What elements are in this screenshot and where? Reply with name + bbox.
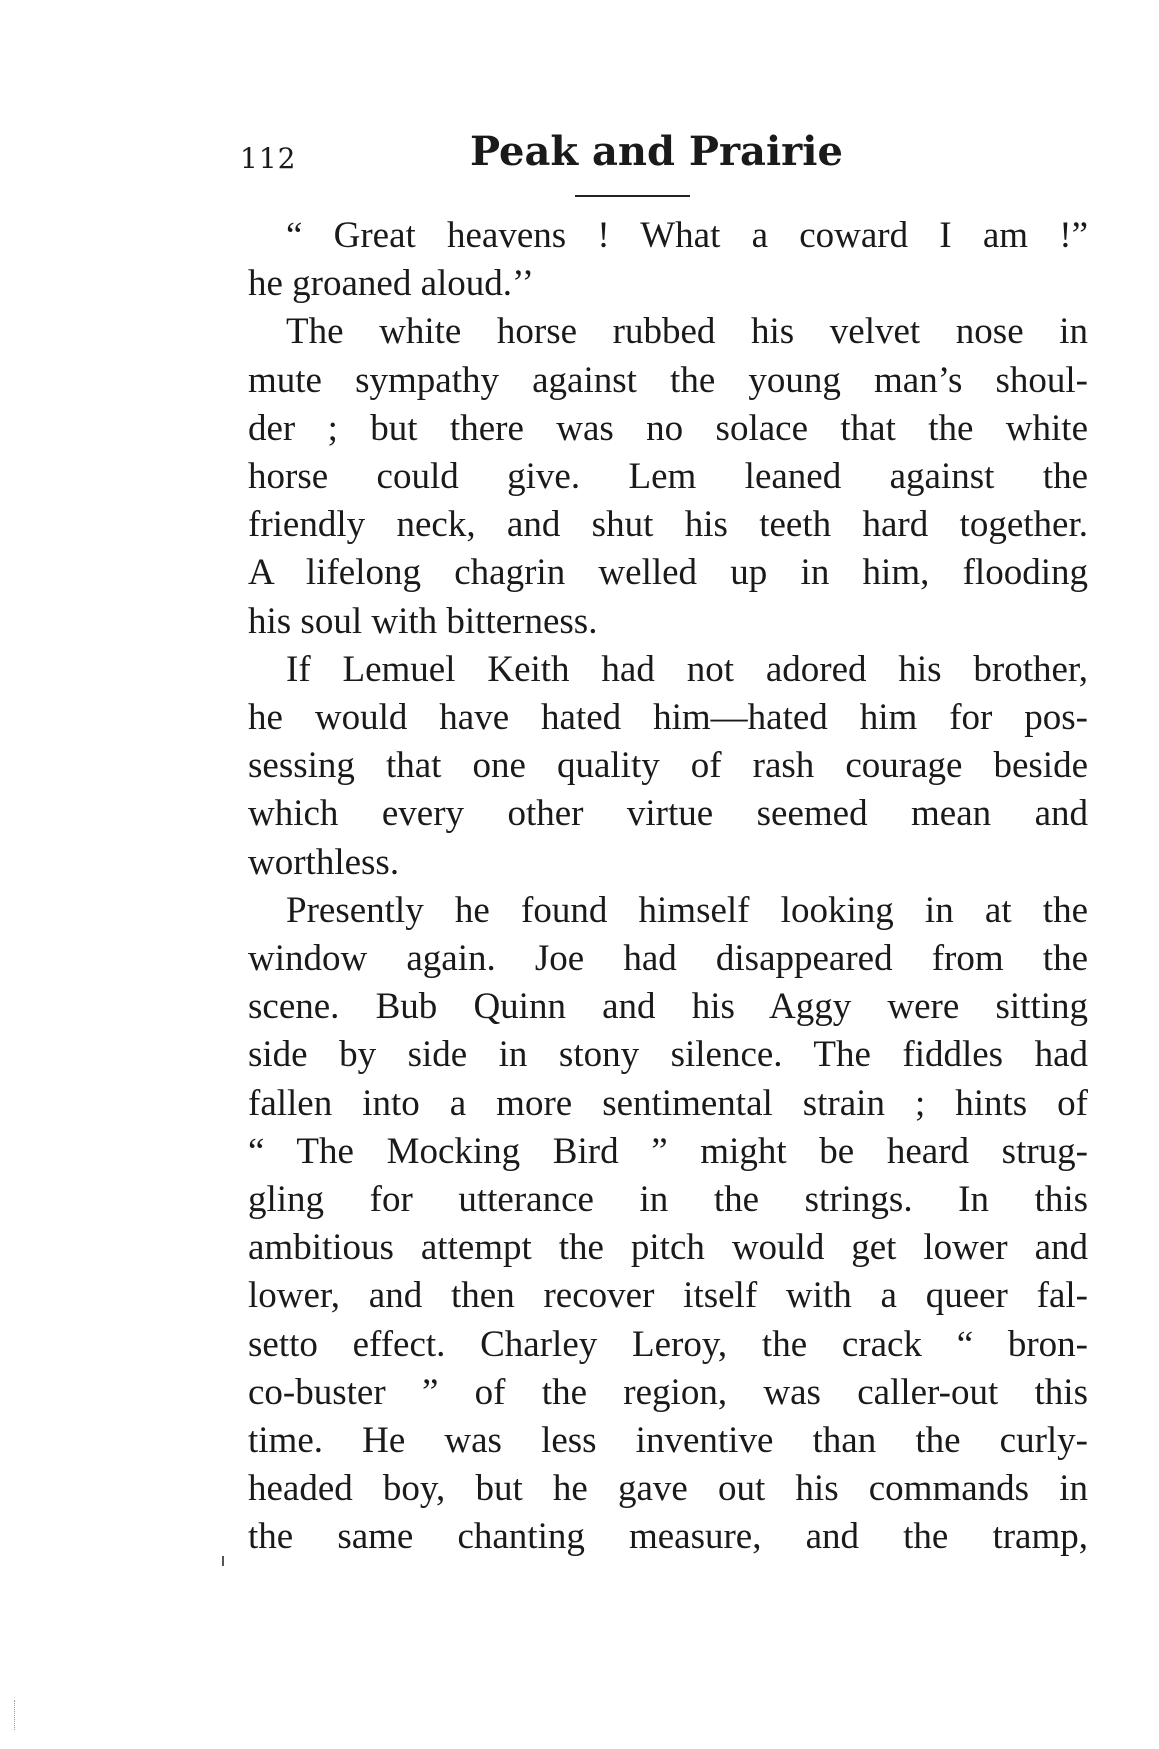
- text-line: side by side in stony silence. The fiddles had: [248, 1034, 1088, 1076]
- scan-speck: [14, 1700, 18, 1730]
- text-line: headed boy, but he gave out his commands in: [248, 1468, 1088, 1510]
- text-line: worthless.: [248, 841, 400, 883]
- text-line: If Lemuel Keith had not adored his brother,: [286, 648, 1088, 690]
- text-line: the same chanting measure, and the tramp,: [248, 1516, 1088, 1558]
- body-text: [248, 212, 1088, 1562]
- text-line: mute sympathy against the young man’s shoul-: [248, 359, 1088, 401]
- text-line: friendly neck, and shut his teeth hard together.: [248, 504, 1088, 546]
- text-line: time. He was less inventive than the curly-: [248, 1420, 1088, 1462]
- paragraph: [248, 646, 1088, 887]
- text-line: gling for utterance in the strings. In this: [248, 1179, 1088, 1221]
- text-line: fallen into a more sentimental strain ; hints of: [248, 1082, 1088, 1124]
- title-rule: [575, 195, 690, 197]
- text-line: The white horse rubbed his velvet nose in: [286, 311, 1088, 353]
- text-line: sessing that one quality of rash courage beside: [248, 745, 1088, 787]
- text-line: scene. Bub Quinn and his Aggy were sitting: [248, 986, 1088, 1028]
- text-line: co-buster ” of the region, was caller-out this: [248, 1371, 1088, 1413]
- text-line: der ; but there was no solace that the white: [248, 407, 1088, 449]
- text-line: window again. Joe had disappeared from the: [248, 938, 1088, 980]
- text-line: lower, and then recover itself with a queer fal-: [248, 1275, 1088, 1317]
- text-line: “ Great heavens ! What a coward I am !”: [286, 215, 1088, 256]
- text-line: “ The Mocking Bird ” might be heard strug-: [248, 1130, 1088, 1172]
- text-line: Presently he found himself looking in at the: [286, 889, 1088, 931]
- text-line: ambitious attempt the pitch would get lower and: [248, 1227, 1088, 1269]
- running-title: Peak and Prairie: [470, 128, 843, 175]
- text-line: he would have hated him—hated him for pos-: [248, 697, 1088, 739]
- text-line: A lifelong chagrin welled up in him, flooding: [248, 552, 1088, 594]
- text-line: his soul with bitterness.: [248, 600, 598, 642]
- stray-mark: [222, 1556, 224, 1566]
- text-line: horse could give. Lem leaned against the: [248, 456, 1088, 498]
- paragraph: [248, 887, 1088, 1562]
- page-number: 112: [240, 142, 297, 175]
- paragraph: [248, 308, 1088, 645]
- text-line: which every other virtue seemed mean and: [248, 793, 1088, 835]
- paragraph: [248, 212, 1088, 308]
- text-line: he groaned aloud.’’: [248, 263, 534, 305]
- text-line: setto effect. Charley Leroy, the crack “ bron-: [248, 1323, 1088, 1365]
